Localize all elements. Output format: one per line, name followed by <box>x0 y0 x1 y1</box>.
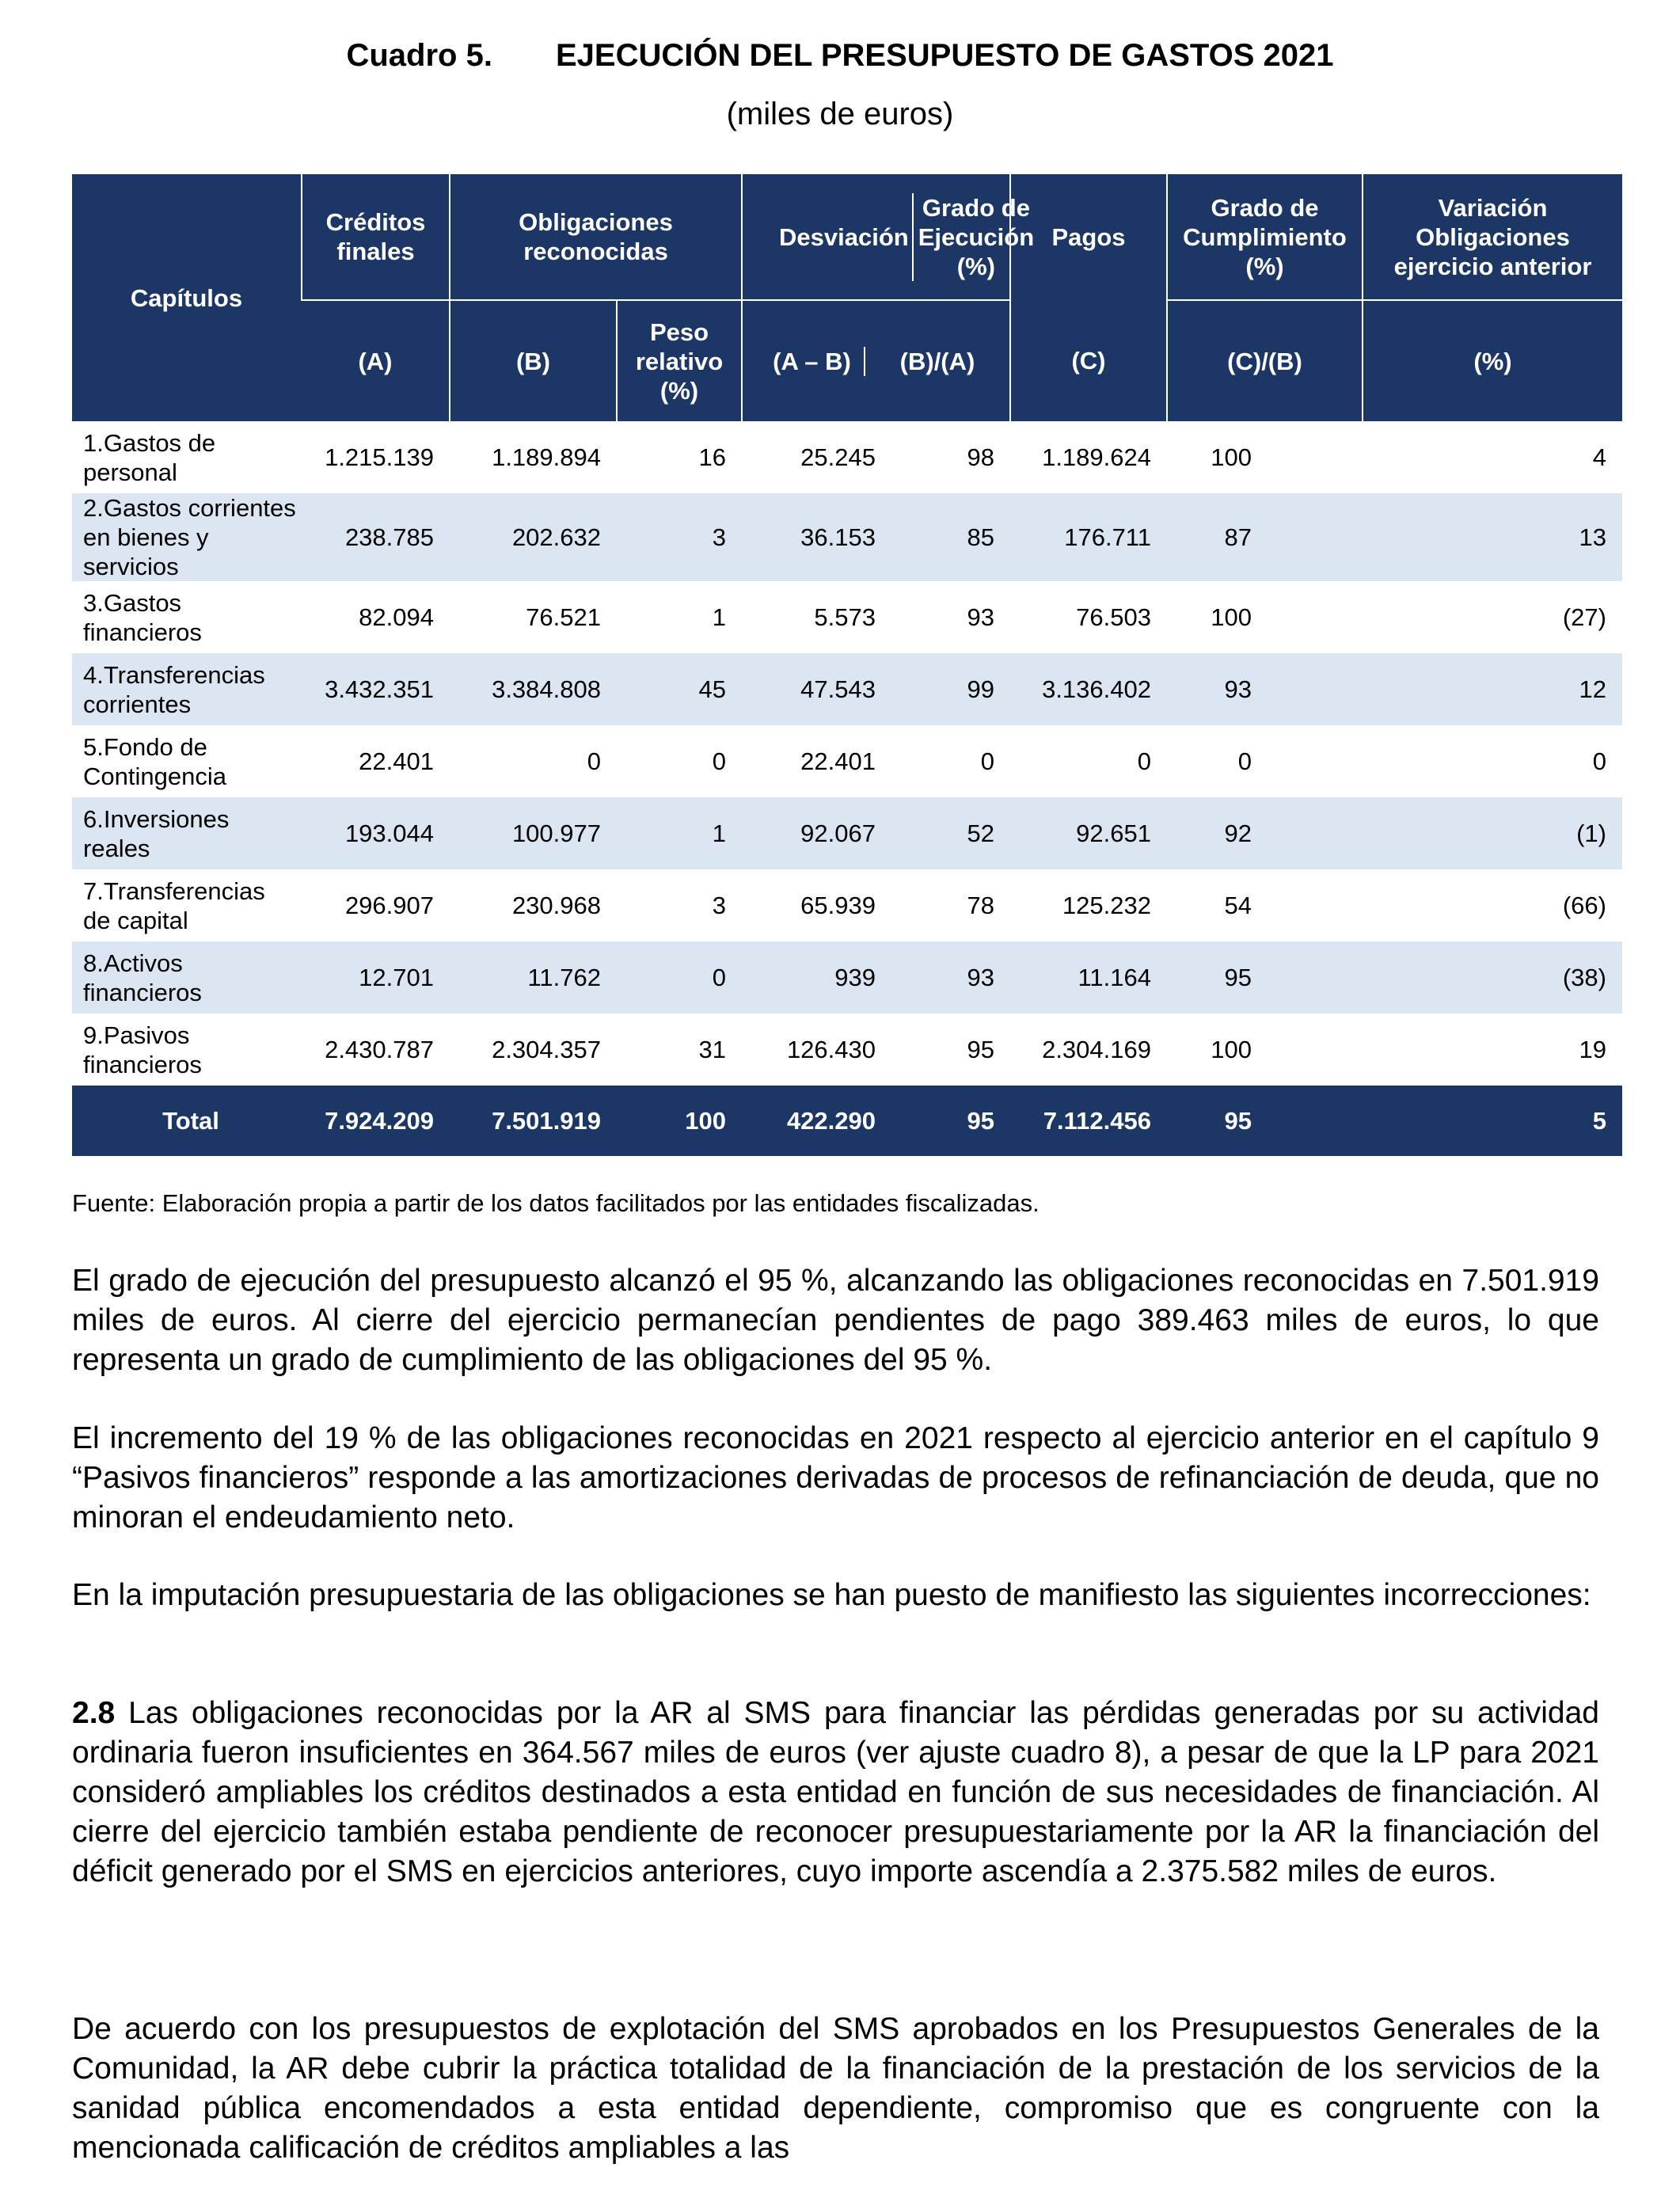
source-note: Fuente: Elaboración propia a partir de los datos facilitados por las entidades fiscalizadas. <box>72 1189 1040 1217</box>
paragraph-3: En la imputación presupuestaria de las obligaciones se han puesto de manifiesto las siguientes incorrecciones: <box>72 1578 1591 1612</box>
cell-cumplimiento: 54 <box>1224 892 1252 919</box>
cell-obligaciones: 100.977 <box>450 797 617 869</box>
paragraph-5: De acuerdo con los presupuestos de explotación del SMS aprobados en los Presupuestos Generales de la Comunidad, la AR debe cubrir la práctica totalidad de la financiación de la prestación de los servicios de la sanidad pública encomendados a esta entidad dependiente, compromiso que es congruente con la mencionada calificación de créditos ampliables a las <box>72 2012 1599 2165</box>
header-peso: Peso relativo (%) <box>617 300 742 421</box>
cell-creditos: 12.701 <box>302 941 450 1013</box>
table-subtitle: (miles de euros) <box>726 97 954 131</box>
cell-pagos: 1.189.624 <box>1042 443 1151 471</box>
cell-peso: 1 <box>617 797 742 869</box>
header-c: (C) <box>1010 300 1167 421</box>
cell-peso: 3 <box>617 493 742 581</box>
cell-ejecucion: 95 <box>967 1036 994 1063</box>
cell-desviacion: 65.939 <box>800 892 876 919</box>
cell-desviacion: 36.153 <box>800 523 876 551</box>
header-desviacion <box>742 174 1035 300</box>
header-a-minus-b: (A – B) <box>773 347 851 375</box>
cell-capitulo: 2.Gastos corrientes en bienes y servicios <box>72 493 302 581</box>
cell-desviacion: 22.401 <box>800 747 876 775</box>
cell-creditos: 22.401 <box>359 747 434 775</box>
cell-cumplimiento: 0 <box>1237 747 1252 775</box>
cell-ejecucion: 0 <box>980 747 994 775</box>
cell-obligaciones: 230.968 <box>511 892 601 919</box>
cell-desviacion: 47.543 <box>800 675 876 703</box>
cell-pagos: 176.711 <box>1010 493 1167 581</box>
cell-ejecucion: 78 <box>967 892 994 919</box>
cell-pagos: 0 <box>1137 747 1151 775</box>
cell-ejecucion: 99 <box>967 675 994 703</box>
header-creditos: Créditos finales <box>302 174 450 300</box>
cell-peso: 0 <box>712 747 726 775</box>
table-row <box>72 421 1622 493</box>
header-b-over-a: (B)/(A) <box>864 347 1005 376</box>
table-row <box>72 725 1622 797</box>
table-row <box>72 797 1622 869</box>
cell-peso: 0 <box>617 941 742 1013</box>
cell-creditos: 296.907 <box>344 892 434 919</box>
cell-variacion: (27) <box>1562 603 1606 631</box>
cell-creditos: 2.430.787 <box>325 1036 434 1063</box>
cell-total-cumplimiento: 95 <box>1167 1086 1363 1156</box>
cell-creditos: 238.785 <box>302 493 450 581</box>
cell-creditos: 82.094 <box>359 603 434 631</box>
cell-ejecucion: 85 <box>967 523 994 551</box>
paragraph-2: El incremento del 19 % de las obligaciones reconocidas en 2021 respecto al ejercicio anterior en el capítulo 9 “Pasivos financieros” responde a las amortizaciones derivadas de procesos de refinanciación de deuda, que no minoran el endeudamiento neto. <box>72 1421 1599 1534</box>
cell-peso: 1 <box>712 603 726 631</box>
header-desviacion-label: Desviación <box>779 222 909 251</box>
cell-capitulo: 1.Gastos de personal <box>83 428 216 486</box>
cell-desv-ejec <box>742 581 1010 653</box>
cell-capitulo: 6.Inversiones reales <box>72 797 302 869</box>
cell-capitulo: 9.Pasivos financieros <box>83 1021 202 1078</box>
paragraph-4-number: 2.8 <box>72 1696 116 1730</box>
cell-obligaciones: 0 <box>587 747 601 775</box>
cell-creditos: 3.432.351 <box>302 653 450 725</box>
cell-obligaciones: 2.304.357 <box>492 1036 601 1063</box>
cell-peso: 31 <box>698 1036 726 1063</box>
cell-desv-ejec <box>742 941 1010 1013</box>
cell-total-creditos: 7.924.209 <box>302 1086 450 1156</box>
cell-pagos: 2.304.169 <box>1042 1036 1151 1063</box>
cell-total-peso: 100 <box>617 1086 742 1156</box>
paragraph-1: El grado de ejecución del presupuesto alcanzó el 95 %, alcanzando las obligaciones reconocidas en 7.501.919 miles de euros. Al cierre del ejercicio permanecían pendientes de pago 389.463 miles de euros, lo que representa un grado de cumplimiento de las obligaciones del 95 %. <box>72 1264 1599 1377</box>
cell-cumplimiento: 100 <box>1211 1036 1252 1063</box>
table-number: Cuadro 5. <box>346 38 492 73</box>
cell-variacion: 12 <box>1363 653 1622 725</box>
cell-cumplimiento: 100 <box>1211 603 1252 631</box>
cell-total-desv-ejec <box>742 1086 1010 1156</box>
header-a-minus-b-group <box>742 300 1010 421</box>
cell-cumplimiento: 100 <box>1211 443 1252 471</box>
cell-total-ejecucion: 95 <box>967 1107 994 1135</box>
table-row <box>72 1013 1622 1086</box>
header-a: (A) <box>302 300 450 421</box>
cell-capitulo: 4.Transferencias corrientes <box>72 653 302 725</box>
cell-desv-ejec <box>742 869 1010 941</box>
table-row <box>72 493 1622 581</box>
cell-variacion: 0 <box>1592 747 1606 775</box>
cell-desv-ejec <box>742 421 1010 493</box>
cell-pagos: 3.136.402 <box>1010 653 1167 725</box>
cell-total-variacion: 5 <box>1363 1086 1622 1156</box>
cell-capitulo: 7.Transferencias de capital <box>83 877 265 934</box>
cell-pagos: 76.503 <box>1076 603 1151 631</box>
cell-peso: 45 <box>617 653 742 725</box>
cell-obligaciones: 3.384.808 <box>450 653 617 725</box>
cell-total-obligaciones: 7.501.919 <box>450 1086 617 1156</box>
cell-desv-ejec <box>742 653 1010 725</box>
paragraph-4 <box>72 1694 1599 1892</box>
cell-ejecucion: 93 <box>967 603 994 631</box>
header-variacion: Variación Obligaciones ejercicio anterior <box>1363 174 1622 300</box>
cell-capitulo: 8.Activos financieros <box>72 941 302 1013</box>
cell-cumplimiento: 87 <box>1167 493 1363 581</box>
cell-variacion: 13 <box>1363 493 1622 581</box>
cell-obligaciones: 76.521 <box>526 603 601 631</box>
cell-desv-ejec <box>742 725 1010 797</box>
table-row <box>72 869 1622 941</box>
header-grado-cumplimiento: Grado de Cumplimiento (%) <box>1167 174 1363 300</box>
total-row <box>72 1086 1622 1156</box>
table-title-text: EJECUCIÓN DEL PRESUPUESTO DE GASTOS 2021 <box>555 38 1334 73</box>
header-grado-ejecucion: Grado de Ejecución (%) <box>912 193 1034 281</box>
cell-peso: 16 <box>698 443 726 471</box>
cell-desviacion: 939 <box>834 964 876 991</box>
cell-total-desviacion: 422.290 <box>786 1107 876 1135</box>
cell-creditos: 193.044 <box>302 797 450 869</box>
cell-ejecucion: 98 <box>967 443 994 471</box>
header-capitulos: Capítulos <box>72 174 302 421</box>
cell-variacion: 19 <box>1579 1036 1606 1063</box>
cell-desviacion: 5.573 <box>814 603 876 631</box>
header-obligaciones: Obligaciones reconocidas <box>450 174 742 300</box>
cell-desviacion: 25.245 <box>800 443 876 471</box>
header-c-over-b: (C)/(B) <box>1167 300 1363 421</box>
cell-cumplimiento: 95 <box>1167 941 1363 1013</box>
header-pct: (%) <box>1363 300 1622 421</box>
cell-pagos: 125.232 <box>1062 892 1151 919</box>
cell-capitulo: 3.Gastos financieros <box>83 588 202 646</box>
cell-desviacion: 126.430 <box>786 1036 876 1063</box>
cell-obligaciones: 202.632 <box>450 493 617 581</box>
table-title <box>0 38 1680 74</box>
paragraph-4-text: Las obligaciones reconocidas por la AR al SMS para financiar las pérdidas generadas por su actividad ordinaria fueron insuficientes en 364.567 miles de euros (ver ajuste cuadro 8), a pesar de que la LP para 2021 consideró ampliables los créditos destinados a esta entidad en función de sus necesidades de financiación. Al cierre del ejercicio también estaba pendiente de reconocer presupuestariamente por la AR la financiación del déficit generado por el SMS en ejercicios anteriores, cuyo importe ascendía a 2.375.582 miles de euros. <box>72 1696 1599 1888</box>
cell-cumplimiento: 92 <box>1167 797 1363 869</box>
cell-variacion: (66) <box>1562 892 1606 919</box>
cell-desviacion: 92.067 <box>800 819 876 847</box>
cell-cumplimiento: 93 <box>1167 653 1363 725</box>
cell-creditos: 1.215.139 <box>325 443 434 471</box>
cell-capitulo: 5.Fondo de Contingencia <box>83 732 226 790</box>
header-pagos: Pagos <box>1010 174 1167 300</box>
cell-variacion: 4 <box>1592 443 1606 471</box>
table-row <box>72 581 1622 653</box>
cell-desv-ejec <box>742 493 1010 581</box>
cell-pagos: 92.651 <box>1010 797 1167 869</box>
cell-desv-ejec <box>742 1013 1010 1086</box>
cell-total-label: Total <box>72 1086 302 1156</box>
budget-table <box>72 174 1622 1156</box>
cell-total-pagos: 7.112.456 <box>1010 1086 1167 1156</box>
cell-variacion: (38) <box>1363 941 1622 1013</box>
cell-obligaciones: 1.189.894 <box>492 443 601 471</box>
cell-variacion: (1) <box>1363 797 1622 869</box>
header-b: (B) <box>450 300 617 421</box>
cell-desv-ejec <box>742 797 1010 869</box>
cell-ejecucion: 52 <box>967 819 994 847</box>
cell-obligaciones: 11.762 <box>450 941 617 1013</box>
cell-peso: 3 <box>712 892 726 919</box>
table-row <box>72 653 1622 725</box>
cell-pagos: 11.164 <box>1010 941 1167 1013</box>
table-row <box>72 941 1622 1013</box>
cell-ejecucion: 93 <box>967 964 994 991</box>
